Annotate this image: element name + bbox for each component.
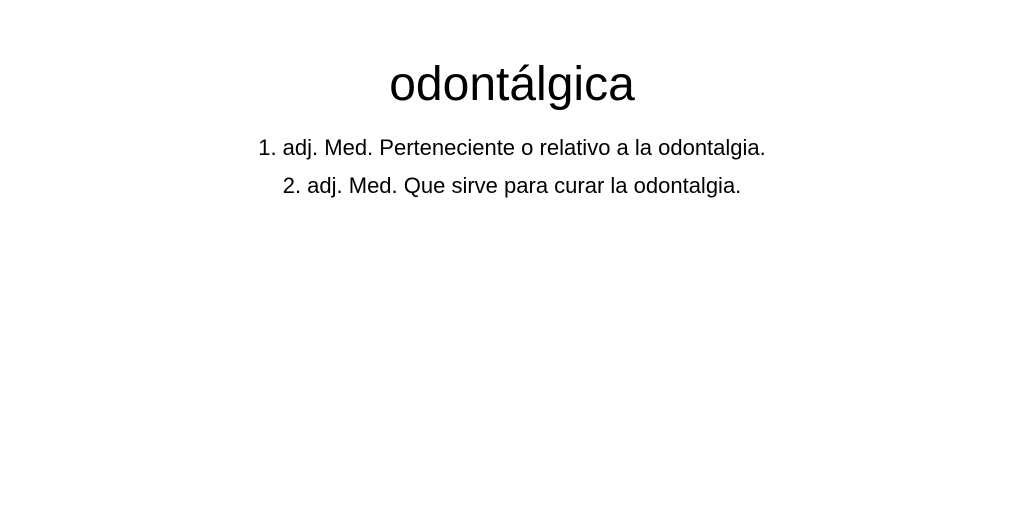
headword: odontálgica [389,58,635,111]
definition-list [0,129,1024,205]
definition-1: 1. adj. Med. Perteneciente o relativo a la odontalgia. [258,135,766,160]
definition-2: 2. adj. Med. Que sirve para curar la odontalgia. [282,173,742,198]
